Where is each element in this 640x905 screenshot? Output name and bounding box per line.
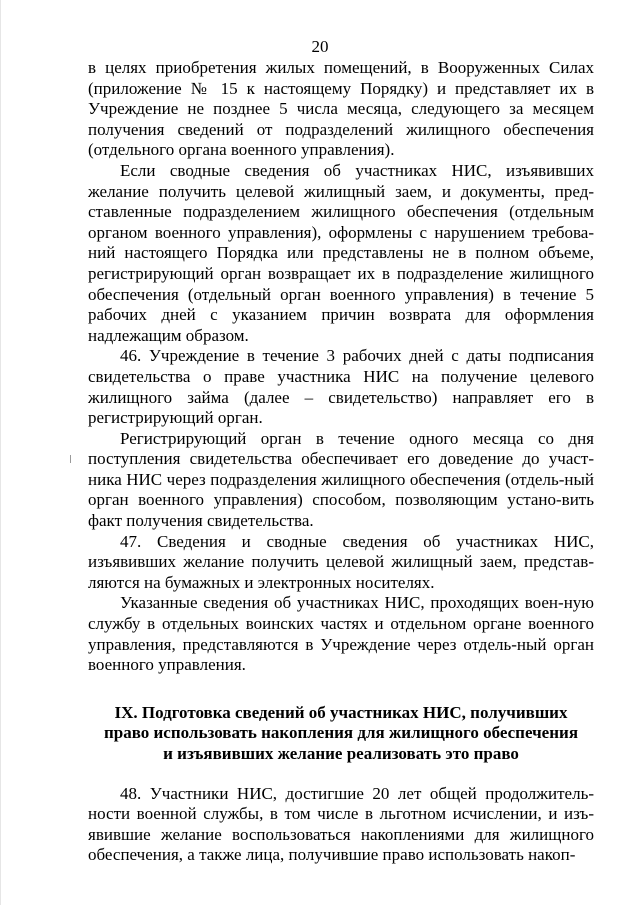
paragraph-48: 48. Участники НИС, достигшие 20 лет общей продолжитель-ности военной службы, в том числе в льготном исчислении, и изъ-явившие желание воспользоваться накоплениями для жилищного обеспечения, а также лица, получившие право использовать накоп-	[88, 783, 594, 865]
section-heading-line-1: IX. Подготовка сведений об участниках НИС, получивших	[114, 702, 568, 722]
paragraph-46: 46. Учреждение в течение 3 рабочих дней с даты подписания свидетельства о праве участника НИС на получение целевого жилищного займа (далее – свидетельство) направляет его в регистрирующий орган.	[88, 346, 594, 428]
paragraph-certificate-delivery: Регистрирующий орган в течение одного месяца со дня поступления свидетельства обеспечивает его доведение до участ-ника НИС через подразделения жилищного обеспечения (отдель-ный орган военного управления) способом, позволяющим устано-вить факт получения свидетельства.	[88, 428, 594, 531]
page-number: 20	[311, 37, 329, 56]
section-heading-line-3: и изъявивших желание реализовать это право	[163, 744, 519, 763]
paragraph-continuation: в целях приобретения жилых помещений, в Вооруженных Силах (приложение № 15 к настоящему Порядку) и представляет их в Учреждение не позднее 5 числа месяца, следующего за месяцем получения сведений от подразделений жилищного обеспечения (отдельного органа военного управления).	[88, 58, 594, 160]
scan-margin-mark	[70, 455, 71, 463]
scan-left-edge	[0, 0, 1, 905]
paragraph-separate-units: Указанные сведения об участниках НИС, проходящих воен-ную службу в отдельных воинских частях и отдельном органе военного управления, представляются в Учреждение через отдель-ный орган военного управления.	[88, 593, 594, 675]
paragraph-47: 47. Сведения и сводные сведения об участниках НИС, изъявивших желание получить целевой жилищный заем, представ-ляются на бумажных и электронных носителях.	[88, 531, 594, 592]
document-body	[88, 58, 594, 866]
paragraph-return-rule: Если сводные сведения об участниках НИС, изъявивших желание получить целевой жилищный заем, и документы, пред-ставленные подразделением жилищного обеспечения (отдельным органом военного управления), оформлены с нарушением требова-ний настоящего Порядка или представлены не в полном объеме, регистрирующий орган возвращает их в подразделение жилищного обеспечения (отдельный орган военного управления) в течение 5 рабочих дней с указанием причин возврата для оформления надлежащим образом.	[88, 160, 594, 345]
section-heading-line-2: право использовать накопления для жилищного обеспечения	[103, 723, 579, 743]
section-heading-ix	[88, 703, 594, 765]
